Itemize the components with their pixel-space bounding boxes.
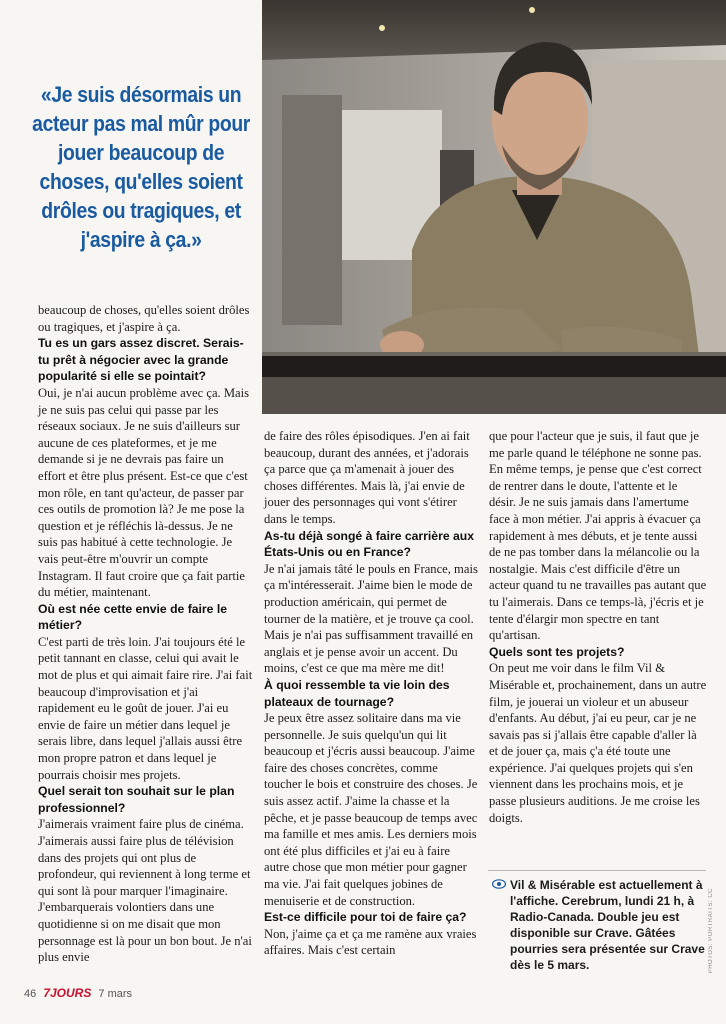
interview-question: Tu es un gars assez discret. Serais-tu prêt à négocier avec la grande popularité si elle se pointait?	[38, 336, 244, 384]
interview-answer: J'aimerais vraiment faire plus de cinéma. J'aimerais aussi faire plus de télévision dans des projets qui ont plus de profondeur, qui reviennent à long terme et qui sont là pour marquer l'imaginaire. J'embarquerais volontiers dans une quotidienne si on me disait que mon personnage est là pour un bon bout. Je n'ai plus envie	[38, 817, 252, 965]
interview-answer: beaucoup de choses, qu'elles soient drôles ou tragiques, et j'aspire à ça.	[38, 303, 250, 334]
broadcast-info-box	[488, 870, 706, 973]
interview-question: Où est née cette envie de faire le métier?	[38, 601, 227, 633]
page-footer	[24, 986, 132, 1000]
article-column-3	[489, 428, 707, 826]
interview-question: Quels sont tes projets?	[489, 644, 625, 659]
issue-date: 7 mars	[98, 988, 133, 1000]
portrait-photo	[262, 0, 726, 414]
interview-answer: que pour l'acteur que je suis, il faut que je me parle quand le téléphone ne sonne pas. En même temps, je pense que c'est correct de rentrer dans le doute, l'attente et le désir. Je ne suis jamais dans l'amertume face à mon métier. J'ai appris à évacuer ça rapidement à mes débuts, et je tente aussi de ne pas tomber dans la mélancolie ou la nostalgie. Mais c'est difficile d'être un acteur quand tu ne travailles pas autant que tu l'aimerais. Dans ce temps-là, j'écris et je tente d'élargir mon spectre en tant qu'artisan.	[489, 429, 707, 643]
article-column-2	[264, 428, 478, 959]
interview-answer: On peut me voir dans le film Vil & Misérable et, prochainement, dans un autre film, je jouerai un violeur et un abuseur d'enfants. Au début, j'ai eu peur, car je ne savais pas si j'allais être capable d'aller là et de jouer ça, mais ç'a été toute une expérience. J'ai quelques projets qui s'en viennent dans les prochains mois, et je passe plusieurs auditions. Je me croise les doigts.	[489, 661, 707, 825]
interview-answer: Je n'ai jamais tâté le pouls en France, mais ça m'intéresserait. J'aime bien le mode de production américain, qui permet de tourner de la matière, et je trouve ça cool. Mais je n'ai pas suffisamment travaillé en anglais et je pense avoir un accent. Du moins, c'est ce que ma mère me dit!	[264, 561, 478, 676]
eye-icon	[492, 879, 506, 889]
interview-question: Quel serait ton souhait sur le plan professionnel?	[38, 784, 235, 815]
interview-answer: Oui, je n'ai aucun problème avec ça. Mais je ne suis pas celui qui passe par les réseaux sociaux. Je ne suis d'ailleurs sur aucune de ces plateformes, et je me demande si je ne devrais pas faire un effort et être plus présent. Est-ce que c'est mon rôle, en tant qu'acteur, de passer par ces outils de promotion là? Je me pose la question et je réfléchis là-dessus. Je ne suis pas habitué à cette technologie. Je vais peut-être m'ouvrir un compte Instagram. Il faut croire que ça fait partie du métier, maintenant.	[38, 385, 250, 600]
interview-answer: de faire des rôles épisodiques. J'en ai fait beaucoup, durant des années, et j'adorais ça parce que ça m'amenait à jouer des choses différentes. Mais là, j'ai envie de jouer des personnages qui vont s'étirer dans le temps.	[264, 429, 470, 526]
magazine-brand: 7JOURS	[43, 986, 92, 1000]
page-number: 46	[24, 988, 37, 1000]
photo-credit: PHOTOS: PORTRAITS: CC	[708, 888, 714, 974]
interview-question: À quoi ressemble ta vie loin des plateaux de tournage?	[264, 677, 450, 709]
interview-answer: C'est parti de très loin. J'ai toujours été le petit tannant en classe, celui qui avait le mot de plus et qui aimait faire rire. J'ai fait beaucoup d'improvisation et j'ai rapidement eu le goût de jouer. J'ai eu envie de faire un métier dans lequel je serais libre, dans lequel j'allais aussi être mon propre patron et dans lequel je pourrais choisir mes projets.	[38, 634, 253, 782]
article-column-1	[38, 302, 254, 966]
interview-question: Est-ce difficile pour toi de faire ça?	[264, 910, 467, 925]
broadcast-info-text: Vil & Misérable est actuellement à l'affiche. Cerebrum, lundi 21 h, à Radio-Canada. Double jeu est disponible sur Crave. Gâtées pourries sera présentée sur Crave dès le 5 mars.	[510, 878, 705, 972]
interview-answer: Je peux être assez solitaire dans ma vie personnelle. Je suis quelqu'un qui lit beaucoup et j'écris aussi beaucoup. J'aime faire des choses concrètes, comme toucher le bois et construire des choses. Je suis assez actif. J'aime la chasse et la pêche, et je passe beaucoup de temps avec ma famille et mes amis. Les derniers mois ont été plus difficiles et j'ai eu à faire autre chose que mon métier pour gagner ma vie. J'ai fait quelques jobines de menuiserie et de construction.	[264, 711, 478, 908]
interview-answer: Non, j'aime ça et ça me ramène aux vraies affaires. Mais c'est certain	[264, 926, 477, 958]
pull-quote: «Je suis désormais un acteur pas mal mûr pour jouer beaucoup de choses, qu'elles soient drôles ou tragiques, et j'aspire à ça.»	[32, 82, 250, 252]
interview-question: As-tu déjà songé à faire carrière aux États-Unis ou en France?	[264, 528, 474, 560]
